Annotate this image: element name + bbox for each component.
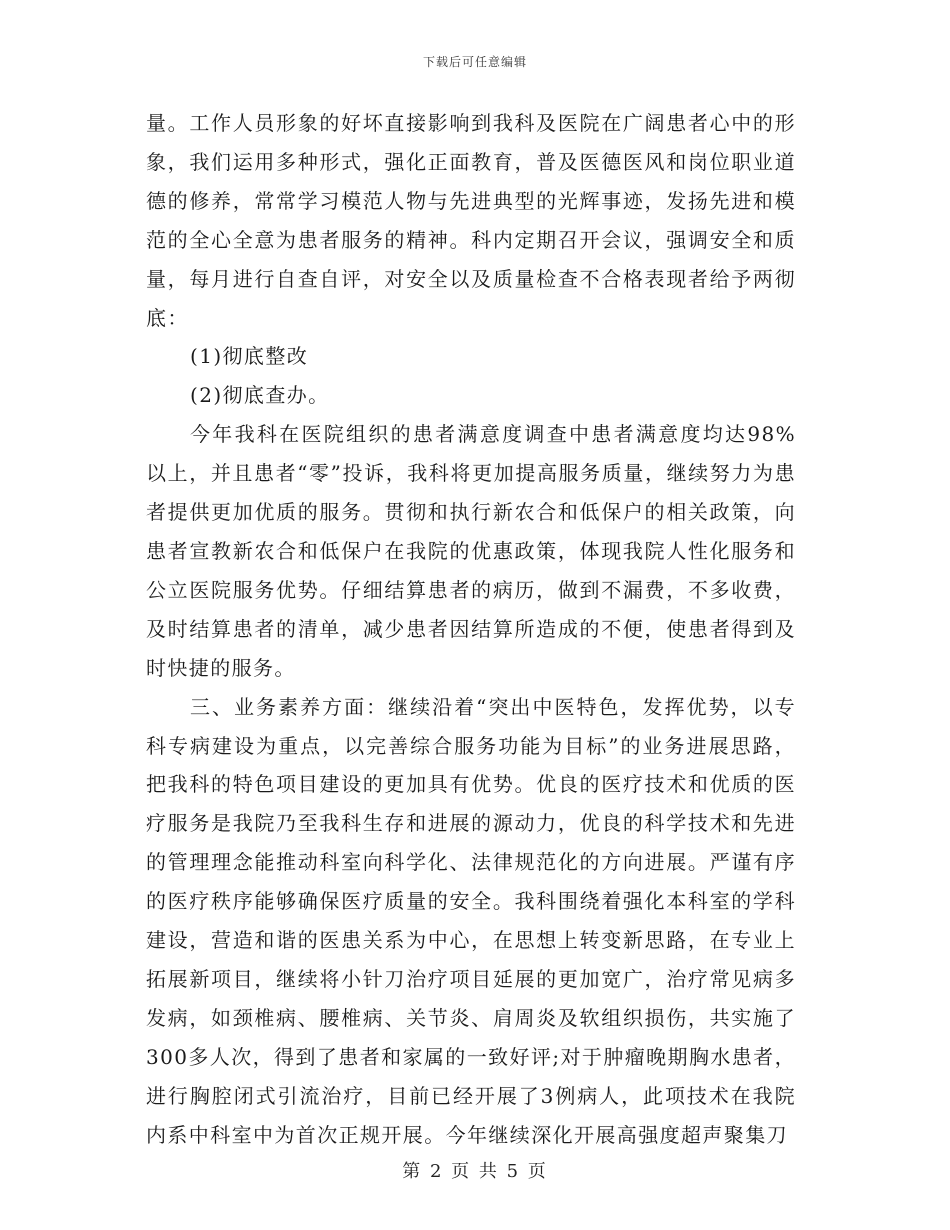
list-item-rectify: (1)彻底整改 — [190, 344, 309, 369]
page-number-footer: 第 2 页 共 5 页 — [402, 1161, 548, 1182]
paragraph-professional-quality: 三、业务素养方面：继续沿着“突出中医特色，发挥优势，以专科专病建设为重点，以完善综合服务功能为目标”的业务进展思路，把我科的特色项目建设的更加具有优势。优良的医疗技术和优质的医疗服务是我院乃至我科生存和进展的源动力，优良的科学技术和先进的管理理念能推动科室向科学化、法律规范化的方向进展。严谨有序的医疗秩序能够确保医疗质量的安全。我科围绕着强化本科室的学科建设，营造和谐的医患关系为中心，在思想上转变新思路，在专业上拓展新项目，继续将小针刀治疗项目延展的更加宽广，治疗常见病多发病，如颈椎病、腰椎病、关节炎、肩周炎及软组织损伤，共实施了300多人次，得到了患者和家属的一致好评;对于肿瘤晚期胸水患者，进行胸腔闭式引流治疗，目前已经开展了3例病人，此项技术在我院内系中科室中为首次正规开展。今年继续深化开展高强度超声聚集刀 — [146, 694, 796, 1147]
paragraph-patient-satisfaction: 今年我科在医院组织的患者满意度调查中患者满意度均达98% 以上，并且患者“零”投诉，我科将更加提高服务质量，继续努力为患者提供更加优质的服务。贯彻和执行新农合和低保户的相关政策，向患者宣教新农合和低保户在我院的优惠政策，体现我院人性化服务和公立医院服务优势。仔细结算患者的病历，做到不漏费，不多收费，及时结算患者的清单，减少患者因结算所造成的不便，使患者得到及时快捷的服务。 — [146, 422, 796, 680]
page-header: 下载后可任意编辑 — [422, 55, 527, 69]
document-body — [146, 104, 796, 1154]
list-item-investigate: (2)彻底查办。 — [190, 383, 330, 408]
paragraph-staff-image: 量。工作人员形象的好坏直接影响到我科及医院在广阔患者心中的形象，我们运用多种形式，强化正面教育，普及医德医风和岗位职业道德的修养，常常学习模范人物与先进典型的光辉事迹，发扬先进和模范的全心全意为患者服务的精神。科内定期召开会议，强调安全和质量，每月进行自查自评，对安全以及质量检查不合格表现者给予两彻底： — [146, 111, 796, 330]
